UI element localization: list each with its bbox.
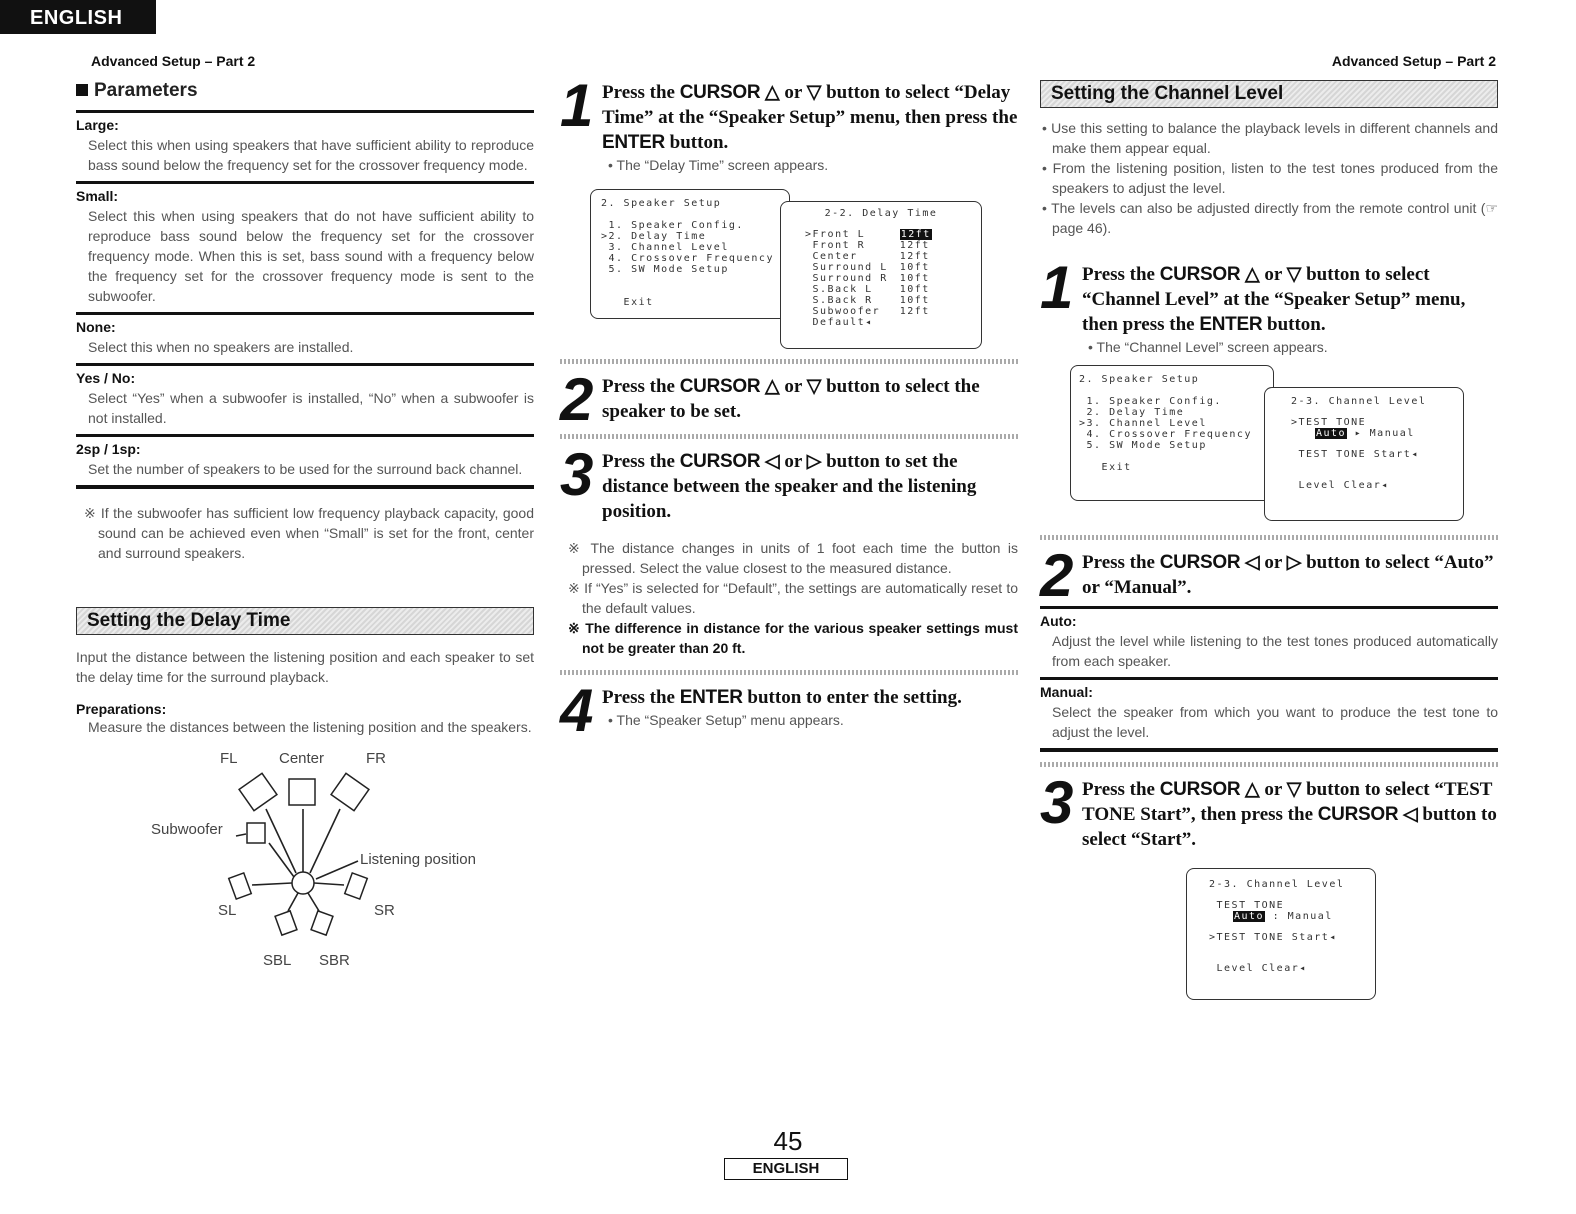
speaker-fr-icon <box>331 773 369 810</box>
delay-intro: Input the distance between the listening position and each speaker to set the delay time for the surround playback. <box>76 649 534 685</box>
channel-level-panel <box>1264 387 1464 521</box>
param-small <box>76 181 534 312</box>
param-desc: Set the number of speakers to be used for the surround back channel. <box>88 461 523 477</box>
step-number: 3 <box>1040 769 1074 836</box>
param-yes-no <box>76 363 534 434</box>
delay-time-panel <box>780 201 982 349</box>
speaker-setup-menu: 2. Speaker Setup 1. Speaker Config. 2. Delay Time >3. Channel Level 4. Crossover Frequency 5. SW Mode Setup Exit <box>1070 365 1274 501</box>
divider <box>560 359 1018 364</box>
footer-language-label: ENGLISH <box>724 1158 848 1180</box>
channel-panel-title: 2-3. Channel Level <box>1291 396 1427 407</box>
test-tone-label: >TEST TONE <box>1291 417 1367 428</box>
param-none <box>76 312 534 363</box>
channel-bullet: • Use this setting to balance the playback levels in different channels and make them appear equal. <box>1042 120 1498 156</box>
param-large <box>76 110 534 181</box>
speaker-setup-menu: 2. Speaker Setup 1. Speaker Config. >2. Delay Time 3. Channel Level 4. Crossover Frequency 5. SW Mode Setup Exit <box>590 189 790 319</box>
parameters-note: ※ If the subwoofer has sufficient low frequency playback capacity, good sound can be achieved even when “Small” is set for the front, center and surround speakers. <box>84 505 534 561</box>
delay-note-warning: ※ The difference in distance for the various speaker settings must not be greater than 20 ft. <box>568 620 1018 656</box>
divider <box>76 485 534 489</box>
option-desc: Adjust the level while listening to the test tones produced automatically from each speaker. <box>1052 633 1498 669</box>
step-number: 4 <box>560 677 594 744</box>
square-bullet-icon <box>76 84 88 96</box>
left-column <box>76 80 534 978</box>
speaker-sl-icon <box>229 873 252 899</box>
label-subwoofer: Subwoofer <box>151 821 223 838</box>
listening-position-icon <box>292 872 314 894</box>
param-desc: Select this when no speakers are installed. <box>88 339 354 355</box>
page-number: 45 <box>773 1126 803 1156</box>
step-number: 1 <box>560 72 594 139</box>
step-number: 1 <box>1040 254 1074 321</box>
step-result: • The “Speaker Setup” menu appears. <box>608 712 844 728</box>
header-right: Advanced Setup – Part 2 <box>1331 53 1496 69</box>
channel-step-2: 2 Press the CURSOR ◁ or ▷ button to select “Auto” or “Manual”. <box>1040 542 1494 609</box>
channel-bullet: • From the listening position, listen to the test tones produced from the speakers to adjust the level. <box>1042 160 1498 196</box>
label-sbl: SBL <box>263 952 292 969</box>
param-term: Yes / No: <box>76 370 136 386</box>
label-listening-position: Listening position <box>360 851 476 868</box>
divider <box>1040 535 1498 540</box>
level-clear: Level Clear◂ <box>1209 963 1307 974</box>
step-result: • The “Channel Level” screen appears. <box>1088 339 1328 355</box>
divider <box>1040 762 1498 767</box>
parameters-title: Parameters <box>76 80 534 102</box>
test-tone-label: TEST TONE <box>1209 900 1285 911</box>
param-term: 2sp / 1sp: <box>76 441 141 457</box>
delay-step-1: 1 Press the CURSOR △ or ▽ button to select “Delay Time” at the “Speaker Setup” menu, then press the ENTER button. • The “Delay Time” screen appears. <box>560 72 1018 173</box>
step-result: • The “Delay Time” screen appears. <box>608 157 829 173</box>
step-number: 3 <box>560 441 594 508</box>
delay-step-4: 4 Press the ENTER button to enter the setting. • The “Speaker Setup” menu appears. <box>560 685 1018 735</box>
manual-option: : Manual <box>1265 911 1333 922</box>
option-term: Manual: <box>1040 684 1093 700</box>
auto-option: Auto <box>1234 911 1265 922</box>
channel-step-3: 3 Press the CURSOR △ or ▽ button to select “TEST TONE Start”, then press the CURSOR ◁ button to select “Start”. <box>1040 769 1497 850</box>
option-desc: Select the speaker from which you want to produce the test tone to adjust the level. <box>1052 704 1498 740</box>
test-tone-start: TEST TONE Start◂ <box>1291 449 1419 460</box>
divider <box>560 434 1018 439</box>
channel-panel-title: 2-3. Channel Level <box>1209 879 1345 890</box>
preparations-title: Preparations: <box>76 701 167 717</box>
delay-note: ※ The distance changes in units of 1 foot each time the button is pressed. Select the value closest to the measured distance. <box>568 540 1018 576</box>
test-tone-start: >TEST TONE Start◂ <box>1209 932 1337 943</box>
speaker-layout-diagram <box>76 743 534 973</box>
label-sl: SL <box>218 902 237 919</box>
delay-front-l-value: 12ft <box>900 229 931 240</box>
subwoofer-icon <box>247 823 265 843</box>
label-fr: FR <box>366 750 386 767</box>
speaker-sbl-icon <box>275 911 297 935</box>
test-tone-screen <box>1186 868 1376 1000</box>
speaker-fl-icon <box>239 773 277 810</box>
language-tab: ENGLISH <box>0 0 156 34</box>
param-term: None: <box>76 319 116 335</box>
option-manual <box>1040 677 1498 748</box>
param-desc: Select this when using speakers that do not have sufficient ability to reproduce bass sound below the frequency set for the crossover frequency mode. When this is set, bass sound with a frequency below the frequency set for the crossover frequency mode is sent to the subwoofer. <box>88 208 534 304</box>
delay-speaker-values: 12ft 12ft 10ft 10ft 10ft 10ft 12ft <box>899 240 930 317</box>
delay-speaker-labels: >Front L Front R Center Surround L Surround R S.Back L S.Back R Subwoofer Default◂ <box>805 229 888 328</box>
step-number: 2 <box>560 366 594 433</box>
delay-time-screen <box>590 189 1018 349</box>
option-auto <box>1040 606 1498 677</box>
speaker-sbr-icon <box>311 911 333 935</box>
right-column <box>1040 80 1498 1000</box>
param-2sp-1sp <box>76 434 534 485</box>
step-number: 2 <box>1040 542 1074 609</box>
param-desc: Select “Yes” when a subwoofer is installed, “No” when a subwoofer is not installed. <box>88 390 534 426</box>
auto-option: Auto <box>1316 428 1347 439</box>
manual-option: ▸ Manual <box>1347 428 1415 439</box>
delay-section-title: Setting the Delay Time <box>76 607 534 635</box>
header-left: Advanced Setup – Part 2 <box>91 53 256 69</box>
speaker-center-icon <box>289 779 315 805</box>
divider <box>560 670 1018 675</box>
channel-step-1: 1 Press the CURSOR △ or ▽ button to select “Channel Level” at the “Speaker Setup” menu, then press the ENTER button. • The “Channel Level” screen appears. <box>1040 262 1498 355</box>
label-sr: SR <box>374 902 395 919</box>
speaker-sr-icon <box>345 873 368 899</box>
middle-column <box>560 72 1018 744</box>
param-desc: Select this when using speakers that have sufficient ability to reproduce bass sound below the frequency set for the crossover frequency mode. <box>88 137 534 173</box>
preparations-text: Measure the distances between the listening position and the speakers. <box>88 719 532 735</box>
param-term: Small: <box>76 188 119 204</box>
level-clear: Level Clear◂ <box>1291 480 1389 491</box>
param-term: Large: <box>76 117 119 133</box>
delay-panel-title: 2-2. Delay Time <box>824 208 938 219</box>
channel-level-screen <box>1070 365 1498 525</box>
channel-section-title: Setting the Channel Level <box>1040 80 1498 108</box>
label-sbr: SBR <box>319 952 350 969</box>
label-fl: FL <box>220 750 238 767</box>
delay-step-2: 2 Press the CURSOR △ or ▽ button to select the speaker to be set. <box>560 366 980 433</box>
delay-note: ※ If “Yes” is selected for “Default”, the settings are automatically reset to the default values. <box>568 580 1018 616</box>
channel-bullet: • The levels can also be adjusted directly from the remote control unit (☞ page 46). <box>1042 200 1498 236</box>
option-term: Auto: <box>1040 613 1077 629</box>
divider <box>1040 748 1498 752</box>
delay-step-3: 3 Press the CURSOR ◁ or ▷ button to set the distance between the speaker and the listening position. <box>560 441 977 522</box>
label-center: Center <box>279 750 325 767</box>
